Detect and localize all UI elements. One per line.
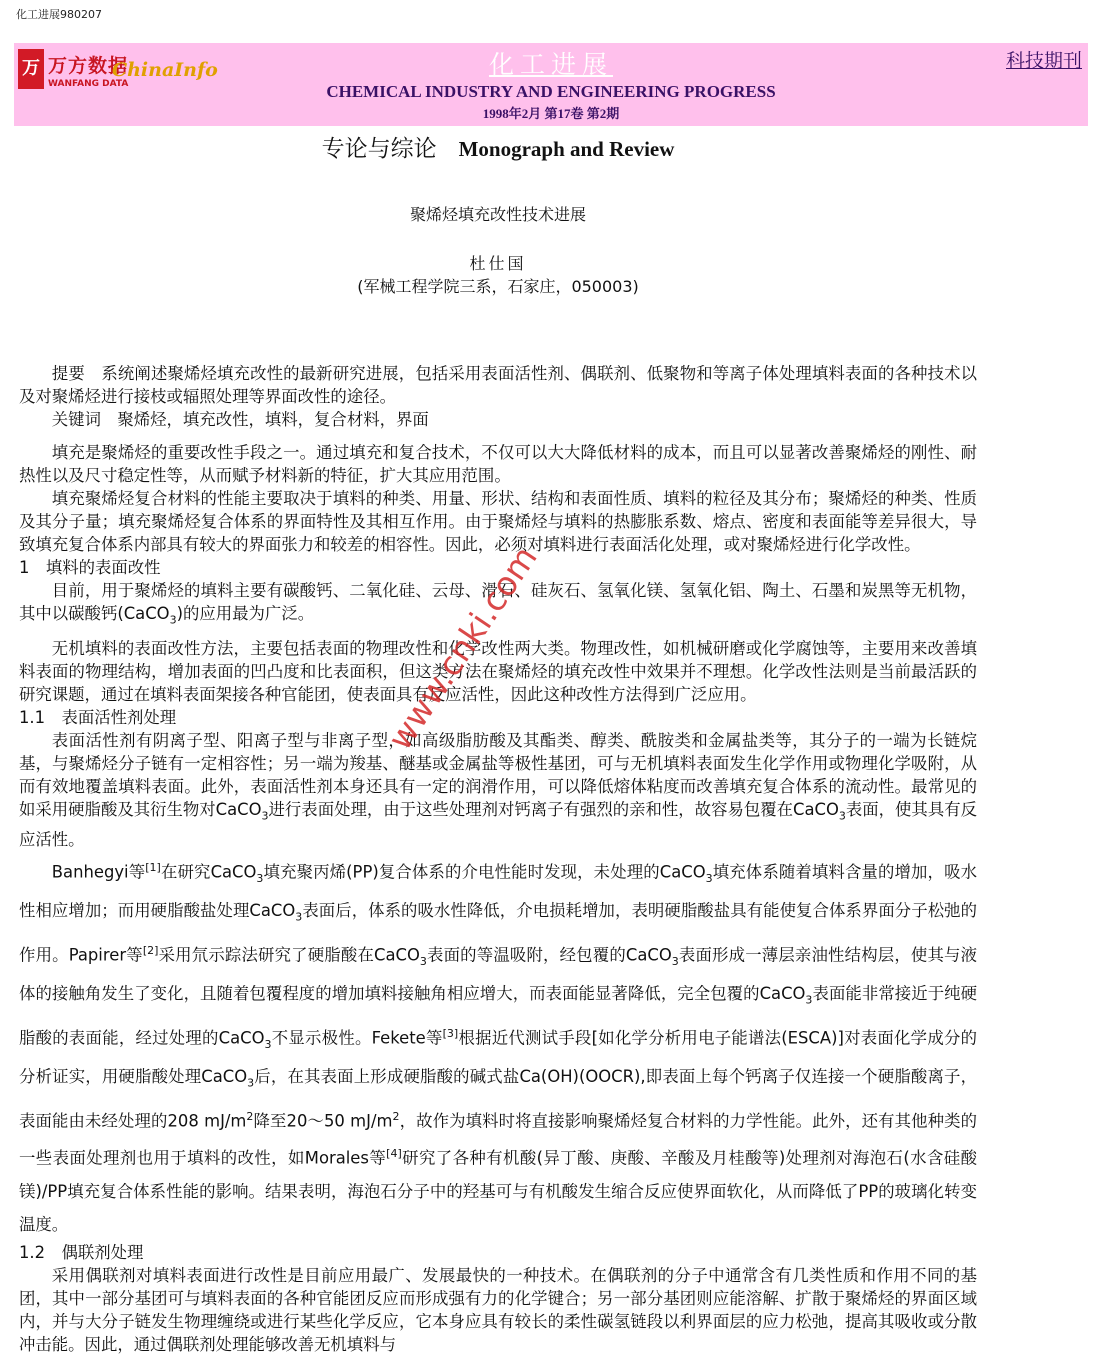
section-heading-en: Monograph and Review xyxy=(458,137,675,161)
keywords: 关键词 聚烯烃，填充改性，填料，复合材料，界面 xyxy=(51,410,429,429)
section-heading-1-2: 1.2 偶联剂处理 xyxy=(19,1242,144,1262)
paragraph-text: 不显示极性。Fekete等 xyxy=(271,1028,443,1048)
paragraph xyxy=(19,729,977,850)
subscript: 3 xyxy=(671,954,679,968)
paragraph-text: 后，在其表面上形成硬脂酸的碱式盐Ca(OH)(OOCR),即表面上每个钙离子仅连接一个硬脂酸离子，表面能由未经处理的208 mJ/m xyxy=(19,1067,977,1131)
article-body xyxy=(19,362,977,1356)
article-title: 聚烯烃填充改性技术进展 xyxy=(409,205,586,224)
paragraph-text: 采用氘示踪法研究了硬脂酸在CaCO xyxy=(158,945,420,965)
paragraph: 无机填料的表面改性方法，主要包括表面的物理改性和化学改性两大类。物理改性，如机械研磨或化学腐蚀等，主要用来改善填料表面的物理结构，增加表面的凹凸度和比表面积，但这类方法在聚烯烃的填充改性中效果并不理想。化学改性法则是当前最活跃的研究课题，通过在填料表面架接各种官能团，使表面具有反应活性，因此这种改性方法得到广泛应用。 xyxy=(19,639,977,705)
paragraph-text: )的应用最为广泛。 xyxy=(176,604,315,623)
wanfang-logo-mark: 万 xyxy=(18,49,44,89)
subscript: 3 xyxy=(705,871,713,885)
paragraph: 采用偶联剂对填料表面进行改性是目前应用最广、发展最快的一种技术。在偶联剂的分子中通常含有几类性质和作用不同的基团，其中一部分基团可与填料表面的各种官能团反应而形成强有力的化学键合；另一部分基团则应能溶解、扩散于聚烯烃的界面区域内，并与大分子链发生物理缠绕或进行某些化学反应，它本身应具有较长的柔性碳氢链段以利界面层的应力松弛，提高其吸收或分散冲击能。因此，通过偶联剂处理能够改善无机填料与 xyxy=(19,1265,977,1354)
paragraph-text: 表面能非常接近于纯硬脂酸的表面能，经过处理的CaCO xyxy=(19,984,977,1048)
section-heading-1: 1 填料的表面改性 xyxy=(19,558,161,577)
subscript: 3 xyxy=(169,613,177,627)
watermark: www.cnki.com xyxy=(380,538,545,757)
issue-info: 1998年2月 第17卷 第2期 xyxy=(482,106,620,121)
wanfang-logo-cn: 万方数据 xyxy=(48,55,129,77)
subscript: 3 xyxy=(805,993,813,1007)
citation[interactable]: [1] xyxy=(145,860,161,874)
section-heading-1-1: 1.1 表面活性剂处理 xyxy=(19,708,177,728)
author-affiliation: (军械工程学院三系，石家庄，050003) xyxy=(357,277,639,296)
journal-title-cn[interactable]: 化工进展 xyxy=(488,50,613,79)
chinainfo-logo: ChinaInfo xyxy=(112,59,218,81)
wanfang-logo-en: WANFANG DATA xyxy=(48,79,129,89)
section-heading xyxy=(0,130,996,163)
paragraph-text: 降至20～50 mJ/m xyxy=(253,1111,393,1131)
abstract: 提要 系统阐述聚烯烃填充改性的最新研究进展，包括采用表面活性剂、偶联剂、低聚物和等离子体处理填料表面的各种技术以及对聚烯烃进行接枝或辐照处理等界面改性的途径。 xyxy=(19,364,977,406)
subscript: 3 xyxy=(256,871,264,885)
superscript: 2 xyxy=(246,1109,254,1123)
journal-header xyxy=(14,43,1088,126)
paragraph-text: 填充聚丙烯(PP)复合体系的介电性能时发现，未处理的CaCO xyxy=(263,862,706,882)
journal-title-en: CHEMICAL INDUSTRY AND ENGINEERING PROGRESS xyxy=(326,82,776,101)
article-author: 杜仕国 xyxy=(469,254,527,273)
citation[interactable]: [2] xyxy=(142,943,159,957)
citation[interactable]: [3] xyxy=(442,1026,459,1040)
paragraph xyxy=(19,851,977,1241)
section-heading-cn: 专论与综论 xyxy=(321,136,437,162)
superscript: 2 xyxy=(392,1109,400,1123)
paragraph-text: 进行表面处理，由于这些处理剂对钙离子有强烈的亲和性，故容易包覆在CaCO xyxy=(268,800,839,820)
paragraph-text: 目前，用于聚烯烃的填料主要有碳酸钙、二氧化硅、云母、滑石、硅灰石、氢氧化镁、氢氧化铝、陶土、石墨和炭黑等无机物，其中以碳酸钙(CaCO xyxy=(19,581,977,623)
page-tab-title: 化工进展980207 xyxy=(16,8,102,21)
paragraph: 填充聚烯烃复合材料的性能主要取决于填料的种类、用量、形状、结构和表面性质、填料的粒径及其分布；聚烯烃的种类、性质及其分子量；填充聚烯烃复合体系的界面特性及其相互作用。由于聚烯烃与填料的热膨胀系数、熔点、密度和表面能等差异很大，导致填充复合体系内部具有较大的界面张力和较差的相容性。因此，必须对填料进行表面活化处理，或对聚烯烃进行化学改性。 xyxy=(19,489,977,554)
sci-journals-link[interactable]: 科技期刊 xyxy=(1005,50,1082,72)
paragraph-text: 表面活性剂有阴离子型、阳离子型与非离子型，如高级脂肪酸及其酯类、醇类、酰胺类和金属盐类等，其分子的一端为长链烷基，与聚烯烃分子链有一定相容性；另一端为羧基、醚基或金属盐等极性基团，可与无机填料表面发生化学作用或物理化学吸附，从而有效地覆盖填料表面。此外，表面活性剂本身还具有一定的润滑作用，可以降低熔体粘度而改善填充复合体系的流动性。最常见的如采用硬脂酸及其衍生物对CaCO xyxy=(19,731,977,820)
subscript: 3 xyxy=(261,809,269,823)
paragraph-text: 表面后，体系的吸水性降低，介电损耗增加，表明硬脂酸盐具有能使复合体系界面分子松弛的作用。Papirer等 xyxy=(19,901,978,965)
subscript: 3 xyxy=(838,809,846,823)
paragraph: 填充是聚烯烃的重要改性手段之一。通过填充和复合技术，不仅可以大大降低材料的成本，而且可以显著改善聚烯烃的刚性、耐热性以及尺寸稳定性等，从而赋予材料新的特征，扩大其应用范围。 xyxy=(19,443,977,485)
paragraph-text: 填充体系随着填料含量的增加，吸水性相应增加；而用硬脂酸盐处理CaCO xyxy=(19,862,978,921)
paragraph-text: 根据近代测试手段[如化学分析用电子能谱法(ESCA)]对表面化学成分的分析证实，用硬脂酸处理CaCO xyxy=(19,1028,977,1087)
paragraph-text: 研究了各种有机酸(异丁酸、庚酸、辛酸及月桂酸等)处理剂对海泡石(水含硅酸镁)/PP填充复合体系性能的影响。结果表明，海泡石分子中的羟基可与有机酸发生缩合反应使界面软化，从而降低了PP的玻璃化转变温度。 xyxy=(19,1148,977,1234)
subscript: 3 xyxy=(247,1076,255,1090)
subscript: 3 xyxy=(419,954,427,968)
subscript: 3 xyxy=(295,910,303,924)
paragraph-text: 在研究CaCO xyxy=(160,862,257,882)
paragraph-text: 表面形成一薄层亲油性结构层，使其与液体的接触角发生了变化，且随着包覆程度的增加填料接触角相应增大，而表面能显著降低，完全包覆的CaCO xyxy=(19,945,978,1004)
paragraph-text: 表面的等温吸附，经包覆的CaCO xyxy=(426,945,672,965)
subscript: 3 xyxy=(264,1037,272,1051)
paragraph-text: 表面，使其具有反应活性。 xyxy=(19,800,977,849)
citation[interactable]: [4] xyxy=(386,1147,402,1161)
paragraph-text: ，故作为填料时将直接影响聚烯烃复合材料的力学性能。此外，还有其他种类的一些表面处理剂也用于填料的改性，如Morales等 xyxy=(19,1111,977,1168)
paragraph-text: Banhegyi等 xyxy=(51,862,146,882)
